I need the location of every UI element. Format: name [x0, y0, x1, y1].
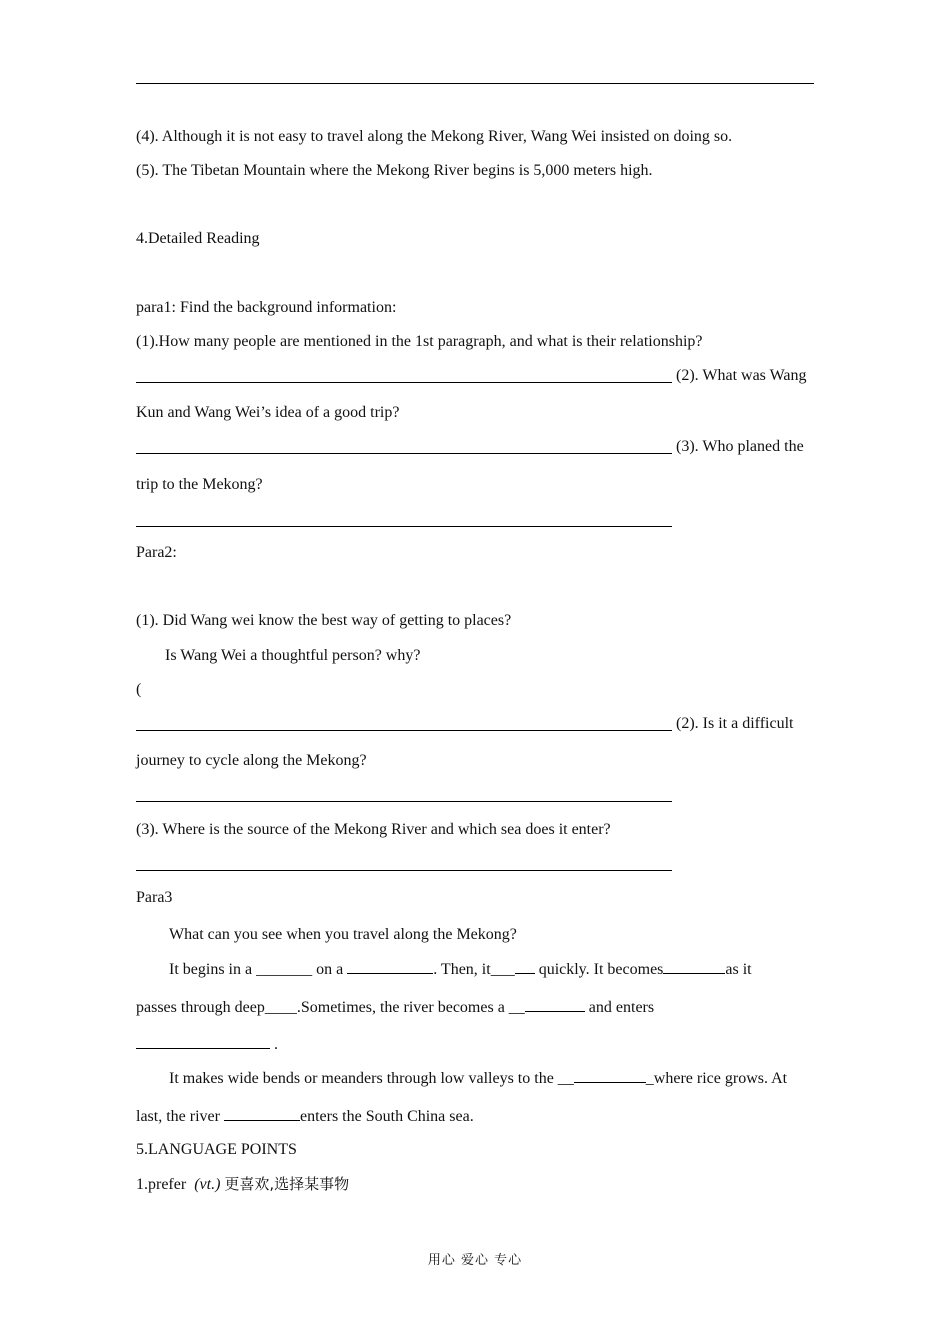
blank-9[interactable]	[224, 1106, 300, 1121]
blank-7[interactable]	[136, 1034, 270, 1049]
header-rule	[136, 83, 814, 84]
fill-line-4: It makes wide bends or meanders through low valleys to the __ _where rice grows. At	[169, 1070, 788, 1087]
answer-blank-p1q3[interactable]	[136, 526, 672, 527]
fill-line-3: .	[136, 1034, 278, 1055]
blank-8b[interactable]	[574, 1068, 646, 1083]
blank-6b[interactable]	[525, 997, 585, 1012]
blank-2[interactable]	[347, 959, 433, 974]
blank-6[interactable]: __	[508, 999, 525, 1016]
answer-blank-p2q3[interactable]	[136, 870, 672, 871]
answer-blank-p2q1[interactable]	[136, 730, 672, 731]
para2-question-3: (3). Where is the source of the Mekong River and which sea does it enter?	[136, 821, 611, 838]
question-4: (4). Although it is not easy to travel along the Mekong River, Wang Wei insisted on doing so.	[136, 128, 733, 145]
para1-question-2-start: (2). What was Wang	[676, 367, 807, 384]
answer-blank-p1q2[interactable]	[136, 453, 672, 454]
blank-5[interactable]: ____	[264, 999, 297, 1016]
question-5: (5). The Tibetan Mountain where the Mekong River begins is 5,000 meters high.	[136, 162, 653, 179]
section-heading-language-points: 5.LANGUAGE POINTS	[136, 1141, 297, 1158]
answer-blank-p2q2[interactable]	[136, 801, 672, 802]
para2-paren: (	[136, 681, 142, 698]
para2-question-2-start: (2). Is it a difficult	[676, 715, 794, 732]
blank-4[interactable]	[663, 959, 725, 974]
language-point-1: 1.prefer (vt.) 更喜欢,选择某事物	[136, 1175, 350, 1193]
para2-question-2-end: journey to cycle along the Mekong?	[136, 752, 367, 769]
page-footer: 用心 爱心 专心	[427, 1253, 523, 1268]
para1-heading: para1: Find the background information:	[136, 299, 397, 316]
para1-question-2-end: Kun and Wang Wei’s idea of a good trip?	[136, 404, 400, 421]
fill-line-2: passes through deep____.Sometimes, the river becomes a __ and enters	[136, 999, 655, 1016]
para2-question-1b: Is Wang Wei a thoughtful person? why?	[165, 647, 421, 664]
para2-question-1: (1). Did Wang wei know the best way of getting to places?	[136, 612, 512, 629]
para3-heading: Para3	[136, 889, 173, 906]
para2-heading: Para2:	[136, 544, 177, 561]
answer-blank-p1q1[interactable]	[136, 382, 672, 383]
fill-line-1: It begins in a _______ on a . Then, it___ quickly. It becomes as it	[169, 961, 752, 978]
blank-1[interactable]: _______	[256, 961, 313, 978]
blank-8[interactable]: __	[557, 1070, 574, 1087]
para1-question-1: (1).How many people are mentioned in the 1st paragraph, and what is their relationship?	[136, 333, 703, 350]
section-heading-detailed-reading: 4.Detailed Reading	[136, 230, 260, 247]
fill-line-5: last, the river enters the South China sea.	[136, 1108, 474, 1125]
blank-3b[interactable]	[515, 959, 535, 974]
para1-question-3-start: (3). Who planed the	[676, 438, 804, 455]
para1-question-3-end: trip to the Mekong?	[136, 476, 263, 493]
blank-3[interactable]: ___	[490, 961, 515, 978]
para3-question: What can you see when you travel along the Mekong?	[169, 926, 517, 943]
